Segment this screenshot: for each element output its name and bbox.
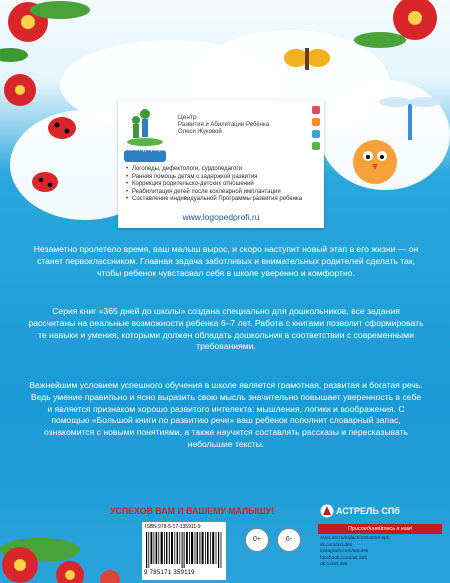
social-link[interactable]: ok.ru/ast.deti [320, 562, 348, 568]
website-link[interactable]: www.logopedprofi.ru [182, 212, 260, 222]
intro-paragraph: Незаметно пролетело время, ваш малыш вырос, и скоро наступит новый этап в его жизни — он станет первоклассником. Главная задача заботливых и внимательных родителей сделать так, чтобы ребенок чувствовал себя в школе уверенно и комфортно. [33, 244, 419, 278]
join-us-banner: Присоединяйтесь к нам! [318, 524, 442, 534]
publisher-name: АСТРЕЛЬ СПб [336, 506, 400, 516]
ad-infobox [118, 100, 324, 228]
flower-red-top-right [393, 0, 437, 40]
logo-caption: Логопед профи [125, 147, 165, 153]
service-item: • Логопеды, дефектологи, сурдопедагоги [126, 166, 322, 174]
barcode-icon [146, 532, 222, 568]
barcode-block [142, 522, 226, 580]
center-title-line: Центр [178, 114, 197, 121]
publisher-logo-icon [320, 504, 334, 518]
center-title-line: Олеси Жуковой [178, 129, 222, 135]
isbn-label: ISBN 978-5-17-135911-9 [145, 524, 201, 530]
social-links [320, 536, 444, 569]
age-rating-badge: 0+ [245, 528, 269, 552]
ladybug-icon [48, 117, 76, 139]
center-title [178, 114, 269, 137]
service-item: • Составление индивидуальной Программы развития ребенка [126, 196, 322, 204]
service-item: • Реабилитация детей после кохлеарной имплантации [126, 189, 322, 197]
leaves [0, 1, 406, 62]
service-item: • Коррекция родительско-детских отношений [126, 181, 322, 189]
heart-icon [312, 118, 320, 126]
butterfly-icon [284, 48, 330, 70]
speech-paragraph: Важнейшим условием успешного обучения в школе является грамотная, развитая и богатая речь. Ведь умение правильно и ясно выразить свою мысль значительно повышает уверенность в себе и является признаком хорошо развитого интелекта: мышления, логики и воображения. С помощью «Большой книги по развитию речи» ваш ребенок пополнит словарный запас, ознакомится с новыми понятиями, а также научится составлять рассказы и пересказывать небольшие тексты. [29, 380, 423, 449]
services-list [126, 166, 322, 204]
heart-icon [312, 142, 320, 150]
service-item: • Ранняя помощь детям с задержкой развития [126, 174, 322, 182]
ladybug-icon [32, 172, 58, 192]
center-title-line: Развития и Абилитации Ребёнка [178, 121, 270, 128]
flower-red-left [4, 74, 36, 106]
barcode-number: 9 785171 359119 [144, 570, 195, 576]
slogan: УСПЕХОВ ВАМ И ВАШЕМУ МАЛЫШУ! [110, 506, 275, 516]
heart-icon [312, 130, 320, 138]
heart-icon [312, 106, 320, 114]
age-range-badge: 6- [277, 528, 301, 552]
publisher-block [318, 498, 444, 580]
social-link[interactable]: instagram.com/ast.deti [320, 549, 369, 555]
social-link[interactable]: www.ast.ru/redactions/astrel-spb [320, 536, 390, 541]
logopedprofi-logo [122, 106, 168, 166]
social-link[interactable]: vk.com/ast.deti [320, 542, 352, 548]
check-icons [312, 106, 320, 154]
dragonfly-icon [379, 97, 441, 140]
social-link[interactable]: facebook.com/ast.deti [320, 555, 367, 561]
bottom-flowers [0, 480, 140, 583]
series-paragraph: Серия книг «365 дней до школы» создана специально для дошкольников, все задания рассчитаны на реальные возможности ребенка 6–7 лет. Работа с книгами позволит сформировать те навыки и умения, которыми должен обладать дошкольник в соответствии с современными требованиями. [28, 306, 424, 352]
bird-icon [353, 140, 397, 184]
